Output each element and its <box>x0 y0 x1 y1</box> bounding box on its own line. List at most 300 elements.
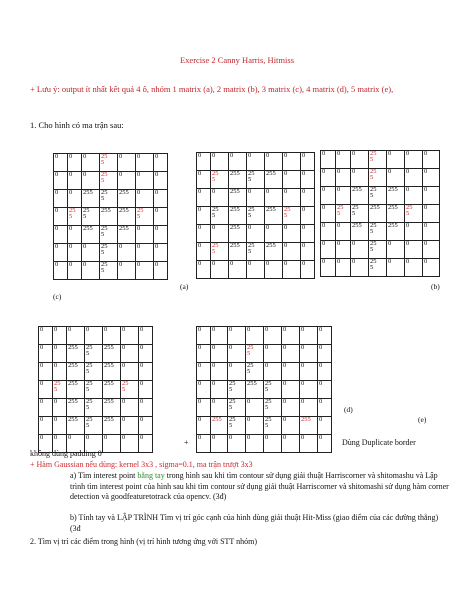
matrix-cell: 0 <box>405 187 423 205</box>
matrix-cell: 0 <box>423 187 440 205</box>
matrix-row <box>54 154 168 172</box>
matrix-cell: 0 <box>264 435 282 453</box>
matrix-cell: 0 <box>103 327 121 345</box>
matrix-cell: 25 5 <box>264 417 282 435</box>
matrix-cell: 0 <box>282 327 300 345</box>
matrix-cell: 25 5 <box>247 243 265 261</box>
matrix-cell: 0 <box>197 153 211 171</box>
matrix-cell: 25 5 <box>405 205 423 223</box>
matrix-row <box>197 345 332 363</box>
matrix-cell: 0 <box>405 151 423 169</box>
matrix-cell: 0 <box>228 363 246 381</box>
matrix-cell: 0 <box>197 435 211 453</box>
matrix-cell: 255 <box>229 171 247 189</box>
matrix-cell: 0 <box>228 345 246 363</box>
matrix-cell: 0 <box>211 345 228 363</box>
matrix-e <box>196 326 332 453</box>
matrix-cell: 255 <box>103 417 121 435</box>
matrix-cell: 25 5 <box>68 208 82 226</box>
matrix-cell: 0 <box>139 327 153 345</box>
matrix-cell: 0 <box>318 363 332 381</box>
matrix-cell: 0 <box>318 327 332 345</box>
matrix-b <box>320 150 440 277</box>
matrix-row <box>321 205 440 223</box>
matrix-cell: 25 5 <box>100 226 118 244</box>
matrix-cell: 0 <box>121 399 139 417</box>
matrix-cell: 0 <box>67 435 85 453</box>
matrix-cell: 0 <box>103 435 121 453</box>
matrix-cell: 255 <box>351 187 369 205</box>
matrix-row <box>321 241 440 259</box>
matrix-cell: 25 5 <box>211 243 229 261</box>
item-a-text-2: trong hình sau khi tìm contour sử dụng giải thuật Harriscorner và shitomashu và Lập trình tìm interest point của hình sau khi tìm contour sử dụng giải thuật Harriscorner và shitomashi sử dụng hàm corner detection và goodfeaturetotrack của opencv. (3đ) <box>70 471 449 501</box>
matrix-cell: 255 <box>103 363 121 381</box>
matrix-cell: 0 <box>351 259 369 277</box>
matrix-cell: 0 <box>351 151 369 169</box>
matrix-cell: 0 <box>118 262 136 280</box>
matrix-cell: 0 <box>318 417 332 435</box>
matrix-cell: 25 5 <box>369 259 387 277</box>
matrix-cell: 0 <box>118 244 136 262</box>
matrix-cell: 25 5 <box>336 205 351 223</box>
matrix-cell: 0 <box>283 153 301 171</box>
matrix-cell: 0 <box>39 345 53 363</box>
matrix-cell: 255 <box>82 190 100 208</box>
matrix-cell: 25 5 <box>351 205 369 223</box>
matrix-cell: 0 <box>301 243 315 261</box>
matrix-cell: 25 5 <box>369 169 387 187</box>
matrix-cell: 0 <box>82 172 100 190</box>
matrix-cell: 255 <box>229 207 247 225</box>
matrix-cell: 25 5 <box>82 208 100 226</box>
matrix-cell: 0 <box>246 435 264 453</box>
item-a <box>70 471 450 503</box>
matrix-cell: 0 <box>264 363 282 381</box>
matrix-cell: 0 <box>282 435 300 453</box>
matrix-cell: 0 <box>136 244 154 262</box>
matrix-cell: 255 <box>103 345 121 363</box>
matrix-cell: 0 <box>68 190 82 208</box>
matrix-cell: 0 <box>154 172 168 190</box>
matrix-cell: 0 <box>300 399 318 417</box>
matrix-cell: 0 <box>282 345 300 363</box>
matrix-cell: 0 <box>39 417 53 435</box>
matrix-cell: 0 <box>405 169 423 187</box>
matrix-cell: 0 <box>264 327 282 345</box>
matrix-cell: 0 <box>300 363 318 381</box>
matrix-cell: 0 <box>54 190 68 208</box>
matrix-cell: 25 5 <box>211 207 229 225</box>
matrix-cell: 0 <box>423 241 440 259</box>
matrix-cell: 255 <box>118 190 136 208</box>
matrix-cell: 0 <box>67 327 85 345</box>
matrix-cell: 25 5 <box>228 381 246 399</box>
matrix-cell: 0 <box>387 259 405 277</box>
page-title: Exercise 2 Canny Harris, Hitmiss <box>179 55 295 65</box>
matrix-cell: 0 <box>136 172 154 190</box>
matrix-cell: 0 <box>211 189 229 207</box>
matrix-cell: 0 <box>53 345 67 363</box>
matrix-cell: 25 5 <box>85 363 103 381</box>
matrix-cell: 0 <box>211 399 228 417</box>
matrix-cell: 0 <box>336 241 351 259</box>
matrix-cell: 25 5 <box>264 399 282 417</box>
matrix-row <box>197 399 332 417</box>
matrix-cell: 0 <box>423 223 440 241</box>
matrix-cell: 25 5 <box>228 399 246 417</box>
matrix-cell: 0 <box>283 243 301 261</box>
matrix-cell: 0 <box>39 363 53 381</box>
matrix-cell: 0 <box>53 363 67 381</box>
matrix-row <box>321 187 440 205</box>
matrix-cell: 25 5 <box>247 171 265 189</box>
matrix-cell: 255 <box>351 223 369 241</box>
matrix-cell: 0 <box>197 207 211 225</box>
matrix-cell: 255 <box>229 225 247 243</box>
matrix-cell: 0 <box>321 205 336 223</box>
matrix-cell: 0 <box>336 187 351 205</box>
matrix-cell: 0 <box>283 261 301 279</box>
matrix-cell: 0 <box>351 241 369 259</box>
matrix-cell: 0 <box>154 262 168 280</box>
matrix-cell: 0 <box>301 225 315 243</box>
matrix-cell: 25 5 <box>85 381 103 399</box>
matrix-cell: 0 <box>228 327 246 345</box>
matrix-cell: 25 5 <box>100 172 118 190</box>
matrix-cell: 0 <box>246 399 264 417</box>
matrix-cell: 0 <box>301 153 315 171</box>
matrix-cell: 25 5 <box>136 208 154 226</box>
matrix-cell: 0 <box>247 261 265 279</box>
matrix-cell: 255 <box>118 208 136 226</box>
matrix-row <box>321 223 440 241</box>
matrix-cell: 25 5 <box>100 154 118 172</box>
matrix-cell: 25 5 <box>121 381 139 399</box>
matrix-cell: 0 <box>211 153 229 171</box>
matrix-row <box>54 244 168 262</box>
matrix-cell: 255 <box>82 226 100 244</box>
matrix-cell: 0 <box>82 262 100 280</box>
matrix-row <box>197 207 315 225</box>
matrix-cell: 0 <box>301 207 315 225</box>
matrix-cell: 0 <box>68 244 82 262</box>
matrix-cell: 0 <box>211 363 228 381</box>
matrix-cell: 0 <box>211 381 228 399</box>
matrix-cell: 255 <box>387 223 405 241</box>
matrix-cell: 0 <box>265 225 283 243</box>
matrix-cell: 255 <box>67 417 85 435</box>
matrix-cell: 0 <box>282 399 300 417</box>
matrix-cell: 0 <box>53 417 67 435</box>
matrix-cell: 25 5 <box>100 244 118 262</box>
matrix-cell: 0 <box>68 262 82 280</box>
matrix-cell: 0 <box>68 226 82 244</box>
matrix-cell: 0 <box>154 244 168 262</box>
matrix-cell: 0 <box>136 190 154 208</box>
matrix-cell: 0 <box>197 225 211 243</box>
item-b: b) Tính tay và LẬP TRÌNH Tìm vị trí góc cạnh của hình dùng giải thuật Hit-Miss (giao điểm của các đường thẳng) (3đ <box>70 513 439 533</box>
matrix-cell: 0 <box>318 435 332 453</box>
matrix-cell: 0 <box>139 417 153 435</box>
matrix-d <box>38 326 153 453</box>
matrix-cell: 25 5 <box>283 207 301 225</box>
matrix-cell: 0 <box>54 208 68 226</box>
matrix-cell: 25 5 <box>100 262 118 280</box>
item-a-highlight: bằng tay <box>137 471 165 480</box>
group-note: + Lưu ý: output ít nhất kết quả 4 ô, nhóm 1 matrix (a), 2 matrix (b), 3 matrix (c), 4 matrix (d), 5 matrix (e), <box>30 84 394 94</box>
matrix-cell: 0 <box>154 190 168 208</box>
matrix-cell: 0 <box>318 381 332 399</box>
matrix-row <box>54 226 168 244</box>
matrix-cell: 0 <box>300 327 318 345</box>
matrix-cell: 0 <box>282 363 300 381</box>
matrix-cell: 0 <box>39 327 53 345</box>
matrix-cell: 0 <box>53 327 67 345</box>
matrix-row <box>54 262 168 280</box>
matrix-row <box>197 417 332 435</box>
matrix-cell: 0 <box>53 435 67 453</box>
matrix-cell: 255 <box>265 171 283 189</box>
matrix-cell: 255 <box>387 187 405 205</box>
matrix-cell: 0 <box>53 399 67 417</box>
matrix-cell: 255 <box>100 208 118 226</box>
padding-line-tail: Dùng Duplicate border <box>342 438 416 447</box>
matrix-cell: 255 <box>387 205 405 223</box>
matrix-cell: 0 <box>246 327 264 345</box>
matrix-cell: 0 <box>118 172 136 190</box>
matrix-cell: 0 <box>300 381 318 399</box>
matrix-cell: 0 <box>211 435 228 453</box>
matrix-row <box>197 261 315 279</box>
matrix-cell: 25 5 <box>369 223 387 241</box>
matrix-cell: 0 <box>82 154 100 172</box>
matrix-cell: 25 5 <box>211 171 229 189</box>
matrix-cell: 25 5 <box>369 151 387 169</box>
label-d: (d) <box>344 405 353 414</box>
matrix-cell: 0 <box>136 262 154 280</box>
matrix-cell: 255 <box>265 243 283 261</box>
matrix-cell: 0 <box>423 169 440 187</box>
matrix-cell: 0 <box>136 226 154 244</box>
matrix-cell: 0 <box>211 225 229 243</box>
matrix-row <box>197 225 315 243</box>
matrix-cell: 0 <box>265 189 283 207</box>
matrix-cell: 0 <box>405 223 423 241</box>
matrix-cell: 0 <box>39 435 53 453</box>
matrix-cell: 0 <box>405 259 423 277</box>
matrix-cell: 0 <box>82 244 100 262</box>
matrix-cell: 0 <box>229 153 247 171</box>
matrix-cell: 0 <box>318 399 332 417</box>
matrix-cell: 255 <box>369 205 387 223</box>
gaussian-note: + Hàm Gaussian nếu dùng: kernel 3x3 , sigma=0.1, ma trận trượt 3x3 <box>30 460 253 469</box>
matrix-cell: 0 <box>228 435 246 453</box>
matrix-cell: 0 <box>321 151 336 169</box>
matrix-cell: 255 <box>211 417 228 435</box>
matrix-cell: 0 <box>300 435 318 453</box>
question-1: 1. Cho hình có ma trận sau: <box>30 120 124 130</box>
matrix-cell: 0 <box>423 259 440 277</box>
matrix-cell: 0 <box>54 262 68 280</box>
matrix-cell: 0 <box>265 261 283 279</box>
matrix-cell: 255 <box>265 207 283 225</box>
matrix-cell: 255 <box>103 381 121 399</box>
matrix-row <box>197 153 315 171</box>
matrix-cell: 0 <box>39 381 53 399</box>
matrix-cell: 0 <box>139 381 153 399</box>
matrix-row <box>197 189 315 207</box>
label-b: (b) <box>431 282 440 291</box>
matrix-cell: 0 <box>85 435 103 453</box>
matrix-cell: 0 <box>247 153 265 171</box>
matrix-row <box>39 327 153 345</box>
matrix-cell: 0 <box>197 363 211 381</box>
matrix-row <box>54 208 168 226</box>
matrix-row <box>39 345 153 363</box>
matrix-cell: 255 <box>300 417 318 435</box>
matrix-cell: 0 <box>197 327 211 345</box>
matrix-cell: 0 <box>68 172 82 190</box>
matrix-row <box>197 363 332 381</box>
matrix-cell: 25 5 <box>247 207 265 225</box>
matrix-cell: 0 <box>154 226 168 244</box>
matrix-cell: 25 5 <box>228 417 246 435</box>
matrix-cell: 25 5 <box>246 363 264 381</box>
matrix-row <box>39 381 153 399</box>
matrix-cell: 0 <box>197 243 211 261</box>
matrix-cell: 0 <box>121 417 139 435</box>
matrix-cell: 0 <box>423 205 440 223</box>
matrix-cell: 0 <box>387 151 405 169</box>
matrix-cell: 255 <box>246 381 264 399</box>
matrix-row <box>197 171 315 189</box>
matrix-cell: 0 <box>197 261 211 279</box>
matrix-cell: 25 5 <box>246 345 264 363</box>
plus-sign: + <box>184 438 189 447</box>
matrix-cell: 255 <box>67 363 85 381</box>
matrix-row <box>197 243 315 261</box>
matrix-cell: 0 <box>282 417 300 435</box>
matrix-cell: 0 <box>54 244 68 262</box>
matrix-cell: 0 <box>154 154 168 172</box>
matrix-cell: 0 <box>301 171 315 189</box>
matrix-cell: 0 <box>264 345 282 363</box>
matrix-cell: 25 5 <box>369 241 387 259</box>
matrix-cell: 0 <box>54 226 68 244</box>
matrix-cell: 0 <box>68 154 82 172</box>
matrix-cell: 25 5 <box>369 187 387 205</box>
matrix-cell: 0 <box>54 172 68 190</box>
matrix-cell: 0 <box>301 189 315 207</box>
matrix-cell: 255 <box>118 226 136 244</box>
matrix-cell: 0 <box>387 241 405 259</box>
matrix-row <box>321 259 440 277</box>
label-c: (c) <box>53 292 62 301</box>
matrix-cell: 0 <box>139 435 153 453</box>
matrix-row <box>39 363 153 381</box>
matrix-cell: 25 5 <box>100 190 118 208</box>
matrix-cell: 0 <box>387 169 405 187</box>
matrix-cell: 0 <box>351 169 369 187</box>
matrix-cell: 0 <box>85 327 103 345</box>
matrix-cell: 0 <box>318 345 332 363</box>
matrix-row <box>197 435 332 453</box>
matrix-cell: 0 <box>139 399 153 417</box>
matrix-cell: 255 <box>103 399 121 417</box>
matrix-cell: 0 <box>300 345 318 363</box>
matrix-cell: 0 <box>405 241 423 259</box>
label-e: (e) <box>418 415 427 424</box>
matrix-cell: 0 <box>265 153 283 171</box>
matrix-cell: 0 <box>211 261 229 279</box>
matrix-row <box>54 190 168 208</box>
matrix-cell: 255 <box>229 243 247 261</box>
padding-line-wrap: không dùng padding 0 <box>30 449 102 458</box>
matrix-cell: 0 <box>121 345 139 363</box>
matrix-cell: 255 <box>229 189 247 207</box>
matrix-cell: 0 <box>247 189 265 207</box>
matrix-cell: 0 <box>321 187 336 205</box>
matrix-cell: 0 <box>197 171 211 189</box>
matrix-cell: 0 <box>197 399 211 417</box>
matrix-cell: 0 <box>336 223 351 241</box>
matrix-cell: 0 <box>197 417 211 435</box>
matrix-cell: 255 <box>67 399 85 417</box>
matrix-cell: 0 <box>283 225 301 243</box>
matrix-cell: 25 5 <box>85 417 103 435</box>
matrix-cell: 0 <box>139 345 153 363</box>
matrix-row <box>54 172 168 190</box>
matrix-c <box>53 153 168 280</box>
matrix-row <box>39 399 153 417</box>
matrix-cell: 0 <box>336 151 351 169</box>
label-a: (a) <box>180 282 189 291</box>
matrix-cell: 0 <box>321 259 336 277</box>
question-2: 2. Tìm vị trí các điểm trong hình (vị trí hình tương ứng với STT nhóm) <box>30 537 258 546</box>
matrix-cell: 0 <box>247 225 265 243</box>
matrix-cell: 0 <box>211 327 228 345</box>
matrix-cell: 0 <box>229 261 247 279</box>
matrix-cell: 0 <box>197 381 211 399</box>
matrix-cell: 0 <box>118 154 136 172</box>
item-a-text-1: a) Tìm interest point <box>70 471 138 480</box>
matrix-cell: 0 <box>321 169 336 187</box>
matrix-cell: 0 <box>301 261 315 279</box>
matrix-cell: 0 <box>321 241 336 259</box>
matrix-cell: 0 <box>336 169 351 187</box>
matrix-cell: 25 5 <box>264 381 282 399</box>
matrix-cell: 0 <box>246 417 264 435</box>
matrix-row <box>321 151 440 169</box>
matrix-cell: 0 <box>121 435 139 453</box>
matrix-cell: 255 <box>67 345 85 363</box>
matrix-cell: 0 <box>283 171 301 189</box>
matrix-cell: 0 <box>121 363 139 381</box>
matrix-cell: 0 <box>136 154 154 172</box>
matrix-cell: 0 <box>423 151 440 169</box>
matrix-row <box>39 417 153 435</box>
matrix-cell: 0 <box>197 189 211 207</box>
matrix-cell: 0 <box>139 363 153 381</box>
matrix-cell: 0 <box>39 399 53 417</box>
matrix-cell: 0 <box>54 154 68 172</box>
matrix-cell: 0 <box>197 345 211 363</box>
matrix-cell: 0 <box>154 208 168 226</box>
matrix-cell: 0 <box>282 381 300 399</box>
matrix-cell: 25 5 <box>53 381 67 399</box>
matrix-cell: 25 5 <box>85 345 103 363</box>
matrix-row <box>197 381 332 399</box>
